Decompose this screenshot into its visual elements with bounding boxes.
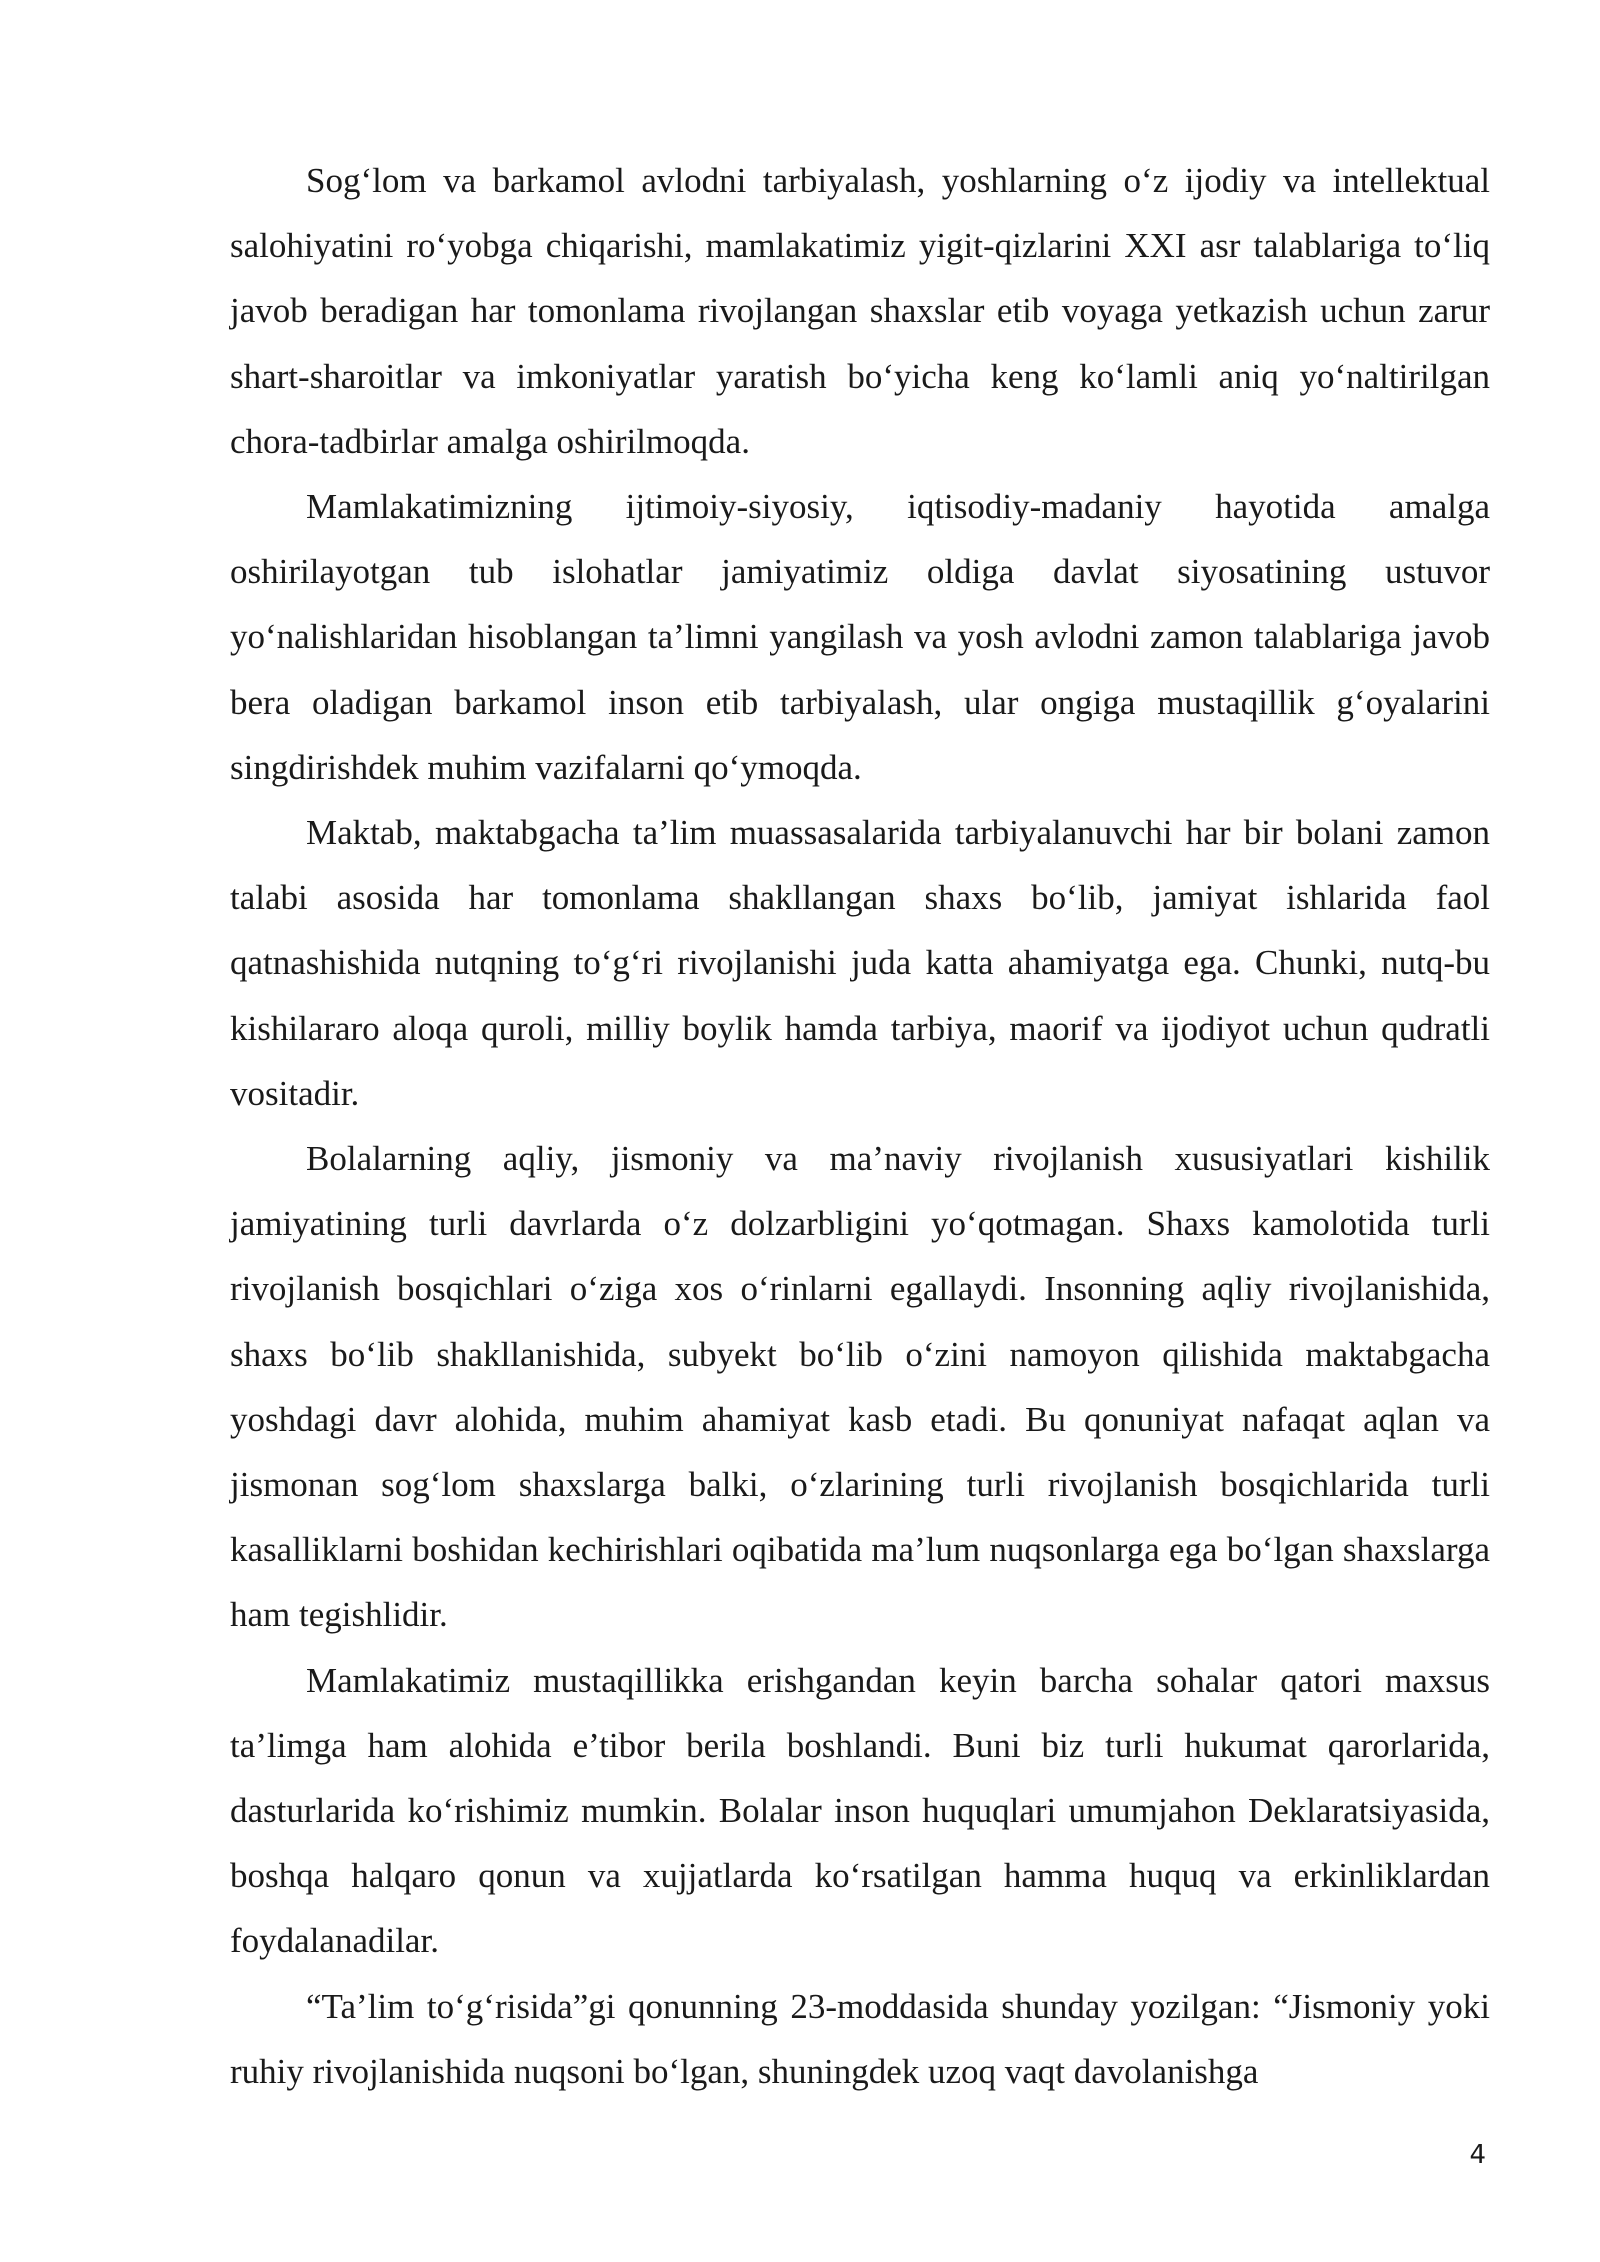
- body-text: [230, 148, 1490, 2104]
- paragraph-3: Maktab, maktabgacha ta’lim muassasalarida tarbiyalanuvchi har bir bolani zamon talabi asosida har tomonlama shakllangan shaxs bo‘lib, jamiyat ishlarida faol qatnashishida nutqning to‘g‘ri rivojlanishi juda katta ahamiyatga ega. Chunki, nutq-bu kishilararo aloqa quroli, milliy boylik hamda tarbiya, maorif va ijodiyot uchun qudratli vositadir.: [230, 813, 1490, 1113]
- paragraph-1: Sog‘lom va barkamol avlodni tarbiyalash, yoshlarning o‘z ijodiy va intellektual salohiyatini ro‘yobga chiqarishi, mamlakatimiz yigit-qizlarini XXI asr talablariga to‘liq javob beradigan har tomonlama rivojlangan shaxslar etib voyaga yetkazish uchun zarur shart-sharoitlar va imkoniyatlar yaratish bo‘yicha keng ko‘lamli aniq yo‘naltirilgan chora-tadbirlar amalga oshirilmoqda.: [230, 161, 1490, 461]
- paragraph-2: Mamlakatimizning ijtimoiy-siyosiy, iqtisodiy-madaniy hayotida amalga oshirilayotgan tub islohatlar jamiyatimiz oldiga davlat siyosatining ustuvor yo‘nalishlaridan hisoblangan ta’limni yangilash va yosh avlodni zamon talablariga javob bera oladigan barkamol inson etib tarbiyalash, ular ongiga mustaqillik g‘oyalarini singdirishdek muhim vazifalarni qo‘ymoqda.: [230, 487, 1490, 787]
- paragraph-5: Mamlakatimiz mustaqillikka erishgandan keyin barcha sohalar qatori maxsus ta’limga ham alohida e’tibor berila boshlandi. Buni biz turli hukumat qarorlarida, dasturlarida ko‘rishimiz mumkin. Bolalar inson huquqlari umumjahon Deklaratsiyasida, boshqa halqaro qonun va xujjatlarda ko‘rsatilgan hamma huquq va erkinliklardan foydalanadilar.: [230, 1660, 1490, 1961]
- paragraph-6: “Ta’lim to‘g‘risida”gi qonunning 23-moddasida shunday yozilgan: “Jismoniy yoki ruhiy rivojlanishida nuqsoni bo‘lgan, shuningdek uzoq vaqt davolanishga: [230, 1986, 1490, 2091]
- page-number: 4: [1469, 2140, 1486, 2170]
- paragraph-4: Bolalarning aqliy, jismoniy va ma’naviy rivojlanish xususiyatlari kishilik jamiyatining turli davrlarda o‘z dolzarbligini yo‘qotmagan. Shaxs kamolotida turli rivojlanish bosqichlari o‘ziga xos o‘rinlarni egallaydi. Insonning aqliy rivojlanishida, shaxs bo‘lib shakllanishida, subyekt bo‘lib o‘zini namoyon qilishida maktabgacha yoshdagi davr alohida, muhim ahamiyat kasb etadi. Bu qonuniyat nafaqat aqlan va jismonan sog‘lom shaxslarga balki, o‘zlarining turli rivojlanish bosqichlarida turli kasalliklarni boshidan kechirishlari oqibatida ma’lum nuqsonlarga ega bo‘lgan shaxslarga ham tegishlidir.: [230, 1139, 1490, 1635]
